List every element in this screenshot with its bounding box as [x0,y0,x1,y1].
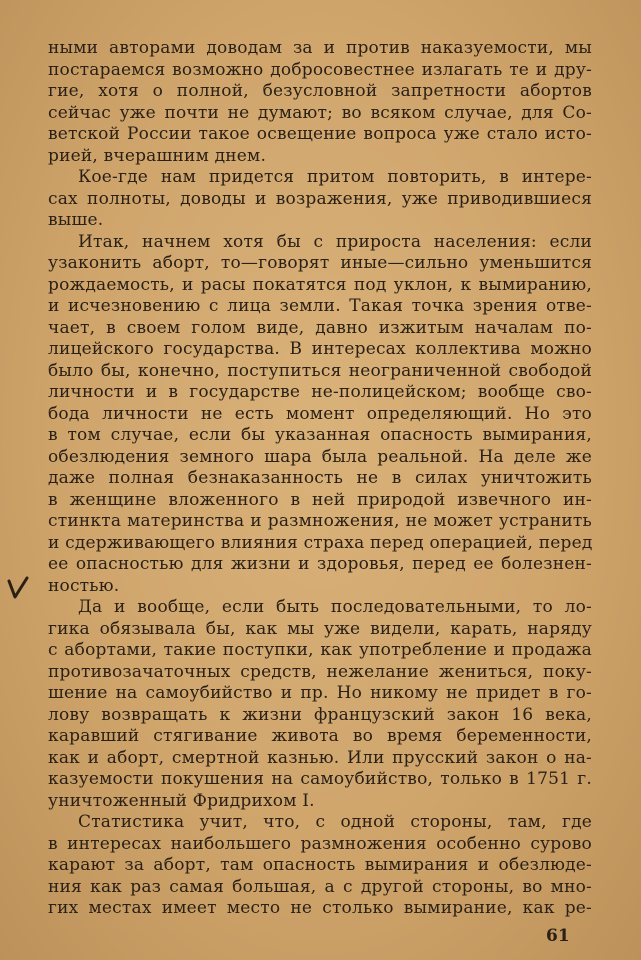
text-line: сах полноты, доводы и возражения, уже приводившиеся [48,188,592,209]
text-line: выше. [48,210,104,230]
text-line: Кое-где нам придется притом повторить, в интере- [78,167,592,187]
text-line: гика обязывала бы, как мы уже видели, карать, наряду [48,618,592,639]
text-line: рией, вчерашним днем. [48,145,267,166]
text-line: обезлюдения земного шара была реальной. На деле же [48,446,592,467]
text-line: и исчезновению с лица земли. Такая точка зрения отве- [48,296,592,316]
text-line: рождаемость, и расы покатятся под уклон, к вымиранию, [48,274,592,295]
text-line: бода личности не есть момент определяющий. Но это [48,403,592,424]
text-line: постараемся возможно добросовестнее излагать те и дру- [48,59,592,80]
text-line: Статистика учит, что, с одной стороны, там, где [78,812,592,832]
text-line: в женщине вложенного в ней природой извечного ин- [48,489,592,510]
text-line: как и аборт, смертной казнью. Или прусский закон о на- [48,747,592,768]
text-line: Да и вообще, если быть последовательными, то ло- [78,597,592,617]
page-number: 61 [546,926,570,946]
text-line: ными авторами доводам за и против наказуемости, мы [48,38,592,58]
text-line: каравший стягивание живота во время беременности, [48,726,592,746]
text-line: гие, хотя о полной, безусловной запретности абортов [48,81,592,101]
text-line: карают за аборт, там опасность вымирания и обезлюде- [48,855,592,875]
text-line: ностью. [48,575,120,596]
text-line: лову возвращать к жизни французский закон 16 века, [48,704,592,725]
text-line: и сдерживающего влияния страха перед операцией, перед [48,532,593,553]
text-line: стинкта материнства и размножения, не может устранить [48,511,592,531]
text-line: узаконить аборт, то—говорят иные—сильно уменьшится [48,253,592,273]
page-text [48,38,592,920]
text-line: Итак, начнем хотя бы с прироста населения: если [78,231,592,252]
text-line: в интересах наибольшего размножения особенно сурово [48,833,592,854]
text-line: лицейского государства. В интересах коллектива можно [48,339,592,359]
text-line: ее опасностью для жизни и здоровья, перед ее болезнен- [48,554,592,574]
text-line: шение на самоубийство и пр. Но никому не придет в го- [48,683,592,703]
text-line: казуемости покушения на самоубийство, только в 1751 г. [48,769,592,789]
text-line: даже полная безнаказанность не в силах уничтожить [48,468,592,488]
text-line: ния как раз самая большая, а с другой стороны, во мно- [48,876,592,897]
text-line: чает, в своем голом виде, давно изжитым началам по- [48,317,592,338]
text-line: с абортами, такие поступки, как употребление и продажа [48,640,592,660]
text-line: в том случае, если бы указанная опасность вымирания, [48,425,592,445]
text-line: гих местах имеет место не столько вымирание, как ре- [48,898,592,918]
text-line: ветской России такое освещение вопроса уже стало исто- [48,124,592,144]
text-line: личности и в государстве не-полицейском; вообще сво- [48,382,592,402]
handwritten-checkmark [6,575,30,605]
text-line: противозачаточных средств, нежелание жениться, поку- [48,661,592,682]
text-line: сейчас уже почти не думают; во всяком случае, для Со- [48,102,592,123]
text-line: было бы, конечно, поступиться неограниченной свободой [48,360,592,381]
text-line: уничтоженный Фридрихом I. [48,790,315,811]
